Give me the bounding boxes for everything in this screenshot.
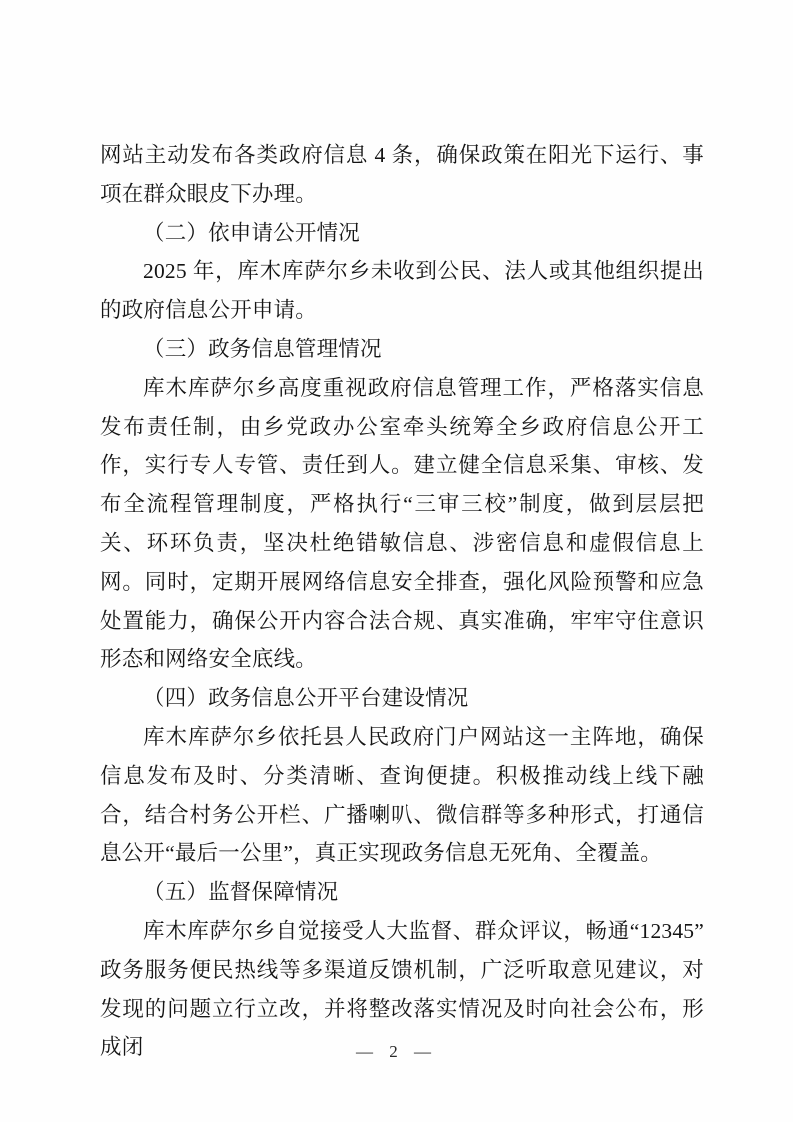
paragraph-continuation: 网站主动发布各类政府信息 4 条，确保政策在阳光下运行、事项在群众眼皮下办理。 bbox=[100, 143, 704, 206]
paragraph: 库木库萨尔乡依托县人民政府门户网站这一主阵地，确保信息发布及时、分类清晰、查询便捷。积极推动线上线下融合，结合村务公开栏、广播喇叭、微信群等多种形式，打通信息公开“最后一公里”，真正实现政务信息无死角、全覆盖。 bbox=[100, 724, 704, 866]
section-heading-2: （二）依申请公开情况 bbox=[143, 220, 361, 245]
paragraph: 库木库萨尔乡自觉接受人大监督、群众评议，畅通“12345”政务服务便民热线等多渠道反馈机制，广泛听取意见建议，对发现的问题立行立改，并将整改落实情况及时向社会公布，形成闭 bbox=[100, 918, 704, 1060]
section-heading-4: （四）政务信息公开平台建设情况 bbox=[143, 686, 469, 711]
section-heading-5: （五）监督保障情况 bbox=[143, 880, 339, 905]
page-footer bbox=[0, 1042, 793, 1062]
section-heading-3: （三）政务信息管理情况 bbox=[143, 336, 382, 361]
document-body bbox=[100, 136, 704, 1067]
paragraph: 库木库萨尔乡高度重视政府信息管理工作，严格落实信息发布责任制，由乡党政办公室牵头统筹全乡政府信息公开工作，实行专人专管、责任到人。建立健全信息采集、审核、发布全流程管理制度，严格执行“三审三校”制度，做到层层把关、环环负责，坚决杜绝错敏信息、涉密信息和虚假信息上网。同时，定期开展网络信息安全排查，强化风险预警和应急处置能力，确保公开内容合法合规、真实准确，牢牢守住意识形态和网络安全底线。 bbox=[100, 375, 704, 672]
page-number: — 2 — bbox=[356, 1042, 437, 1061]
paragraph: 2025 年，库木库萨尔乡未收到公民、法人或其他组织提出的政府信息公开申请。 bbox=[100, 259, 704, 323]
